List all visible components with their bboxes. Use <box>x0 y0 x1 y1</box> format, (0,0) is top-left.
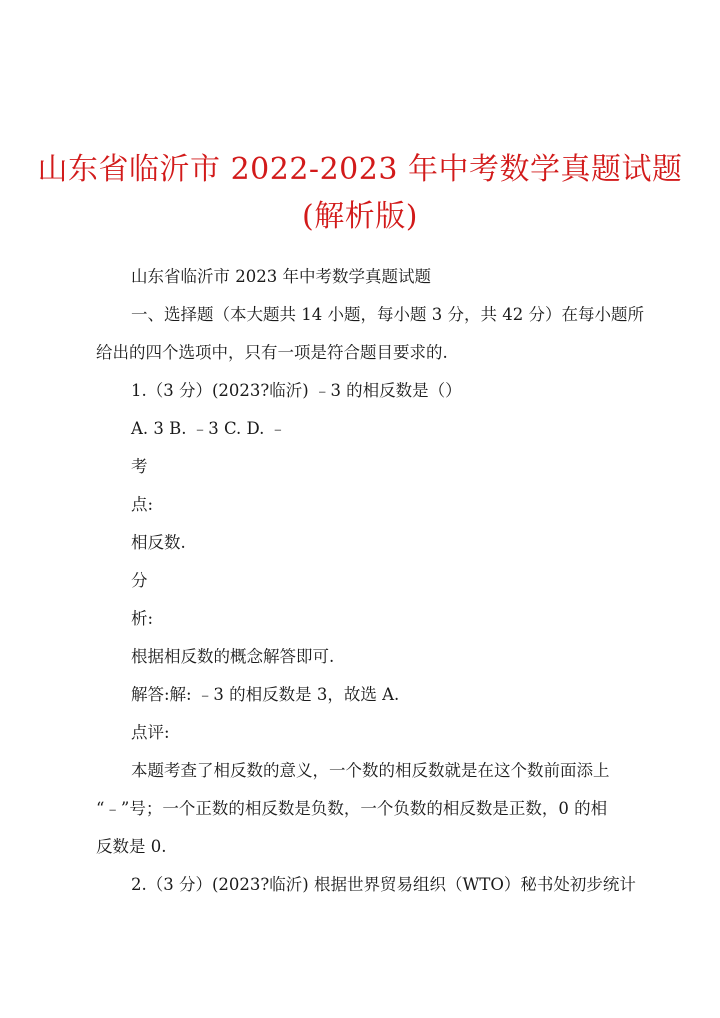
analysis-label-2: 析: <box>131 609 154 628</box>
comment-text: 本题考查了相反数的意义，一个数的相反数就是在这个数前面添上 <box>131 761 610 780</box>
question-2: 2.（3 分）(2023?临沂) 根据世界贸易组织（WTO）秘书处初步统计 <box>131 875 636 894</box>
question-1-options: A. 3 B. ﹣3 C. D. ﹣ <box>131 419 287 438</box>
analysis-label-1: 分 <box>131 571 148 590</box>
question-1: 1.（3 分）(2023?临沂) ﹣3 的相反数是（） <box>131 381 462 400</box>
knowledge-point-text: 相反数. <box>131 533 186 552</box>
comment-text-end: 反数是 0. <box>96 837 167 856</box>
section-one-instructions: 一、选择题（本大题共 14 小题，每小题 3 分，共 42 分）在每小题所 <box>131 305 644 324</box>
comment-label: 点评: <box>131 723 170 742</box>
comment-text-cont: “﹣”号；一个正数的相反数是负数，一个负数的相反数是正数，0 的相 <box>96 799 608 818</box>
analysis-text: 根据相反数的概念解答即可. <box>131 647 335 666</box>
knowledge-point-label-1: 考 <box>131 457 148 476</box>
exam-subtitle: 山东省临沂市 2023 年中考数学真题试题 <box>131 267 431 286</box>
answer-text: 解答:解: ﹣3 的相反数是 3，故选 A. <box>131 685 400 704</box>
knowledge-point-label-2: 点: <box>131 495 154 514</box>
document-title-line-1: 山东省临沂市 2022-2023 年中考数学真题试题 <box>37 152 683 187</box>
section-one-instructions-cont: 给出的四个选项中，只有一项是符合题目要求的. <box>96 343 448 362</box>
document-title-line-2: (解析版) <box>302 199 418 234</box>
